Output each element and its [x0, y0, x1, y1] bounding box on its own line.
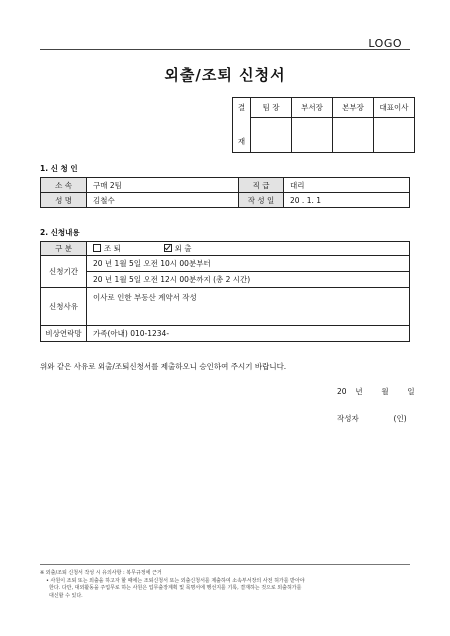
footnote-line: 대신할 수 있다. [49, 592, 83, 599]
seal-mark: (인) [393, 414, 407, 423]
approval-role-dept-head: 부서장 [292, 98, 333, 118]
early-leave-checkbox[interactable] [93, 244, 101, 252]
approval-label: 결 재 [233, 98, 251, 153]
footnote-line: 한다. 다만, 대외활동을 주업무로 하는 사원은 업무출장계획 및 목명서에 행선지를 기록, 결재하는 것으로 외출허가를 [49, 585, 302, 591]
dept-value[interactable]: 구매 2팀 [87, 178, 239, 193]
name-value[interactable]: 김철수 [87, 193, 239, 208]
reason-value[interactable]: 이사로 인한 부동산 계약서 작성 [87, 288, 410, 326]
writer-line [337, 413, 407, 424]
statement-text: 위와 같은 사유로 외출/조퇴신청서를 제출하오니 승인하여 주시기 바랍니다. [40, 362, 287, 371]
document-title: 외출/조퇴 신청서 [164, 66, 286, 84]
header-divider [40, 49, 410, 50]
date-value[interactable]: 20 . 1. 1 [284, 193, 410, 208]
sign-date: 20 년 월 일 [337, 387, 415, 396]
footnote-line: • 사원이 조퇴 또는 외출을 하고자 할 때에는 조퇴신청서 또는 외출신청서를 제출하여 소속부서장의 사전 허가를 받아야 [46, 577, 305, 584]
section1-title: 1. 신 청 인 [40, 164, 78, 173]
date-label: 작 성 일 [239, 193, 284, 208]
approval-role-division-head: 본부장 [333, 98, 374, 118]
dept-label: 소 속 [41, 178, 87, 193]
footnote-divider [40, 564, 410, 565]
contact-value[interactable]: 가족(아내) 010-1234- [87, 326, 410, 342]
outing-checkbox[interactable] [164, 244, 172, 252]
early-leave-label: 조 퇴 [104, 244, 121, 253]
approval-role-team-lead: 팀 장 [251, 98, 292, 118]
rank-label: 직 급 [239, 178, 284, 193]
approval-role-ceo: 대표이사 [374, 98, 415, 118]
reason-label: 신청사유 [41, 288, 87, 326]
approval-sign-box[interactable] [251, 118, 292, 153]
contact-label: 비상연락망 [41, 326, 87, 342]
type-label: 구 분 [41, 242, 87, 256]
rank-value[interactable]: 대리 [284, 178, 410, 193]
approval-table [232, 97, 415, 153]
period-label: 신청기간 [41, 256, 87, 288]
approval-sign-box[interactable] [292, 118, 333, 153]
period-end[interactable]: 20 년 1월 5일 오전 12시 00분까지 (총 2 시간) [87, 272, 410, 288]
footnote [40, 570, 412, 600]
name-label: 성 명 [41, 193, 87, 208]
footnote-title: ※ 외출/조퇴 신청서 작성 시 유의사항 : 복무규정에 근거 [40, 570, 162, 576]
writer-label: 작성자 [337, 414, 359, 423]
type-options [87, 242, 410, 256]
period-start[interactable]: 20 년 1월 5일 오전 10시 00분부터 [87, 256, 410, 272]
outing-label: 외 출 [174, 244, 192, 253]
request-table [40, 241, 410, 342]
applicant-table [40, 177, 410, 208]
section2-title: 2. 신청내용 [40, 228, 80, 237]
approval-sign-box[interactable] [374, 118, 415, 153]
logo: LOGO [368, 37, 402, 50]
approval-sign-box[interactable] [333, 118, 374, 153]
